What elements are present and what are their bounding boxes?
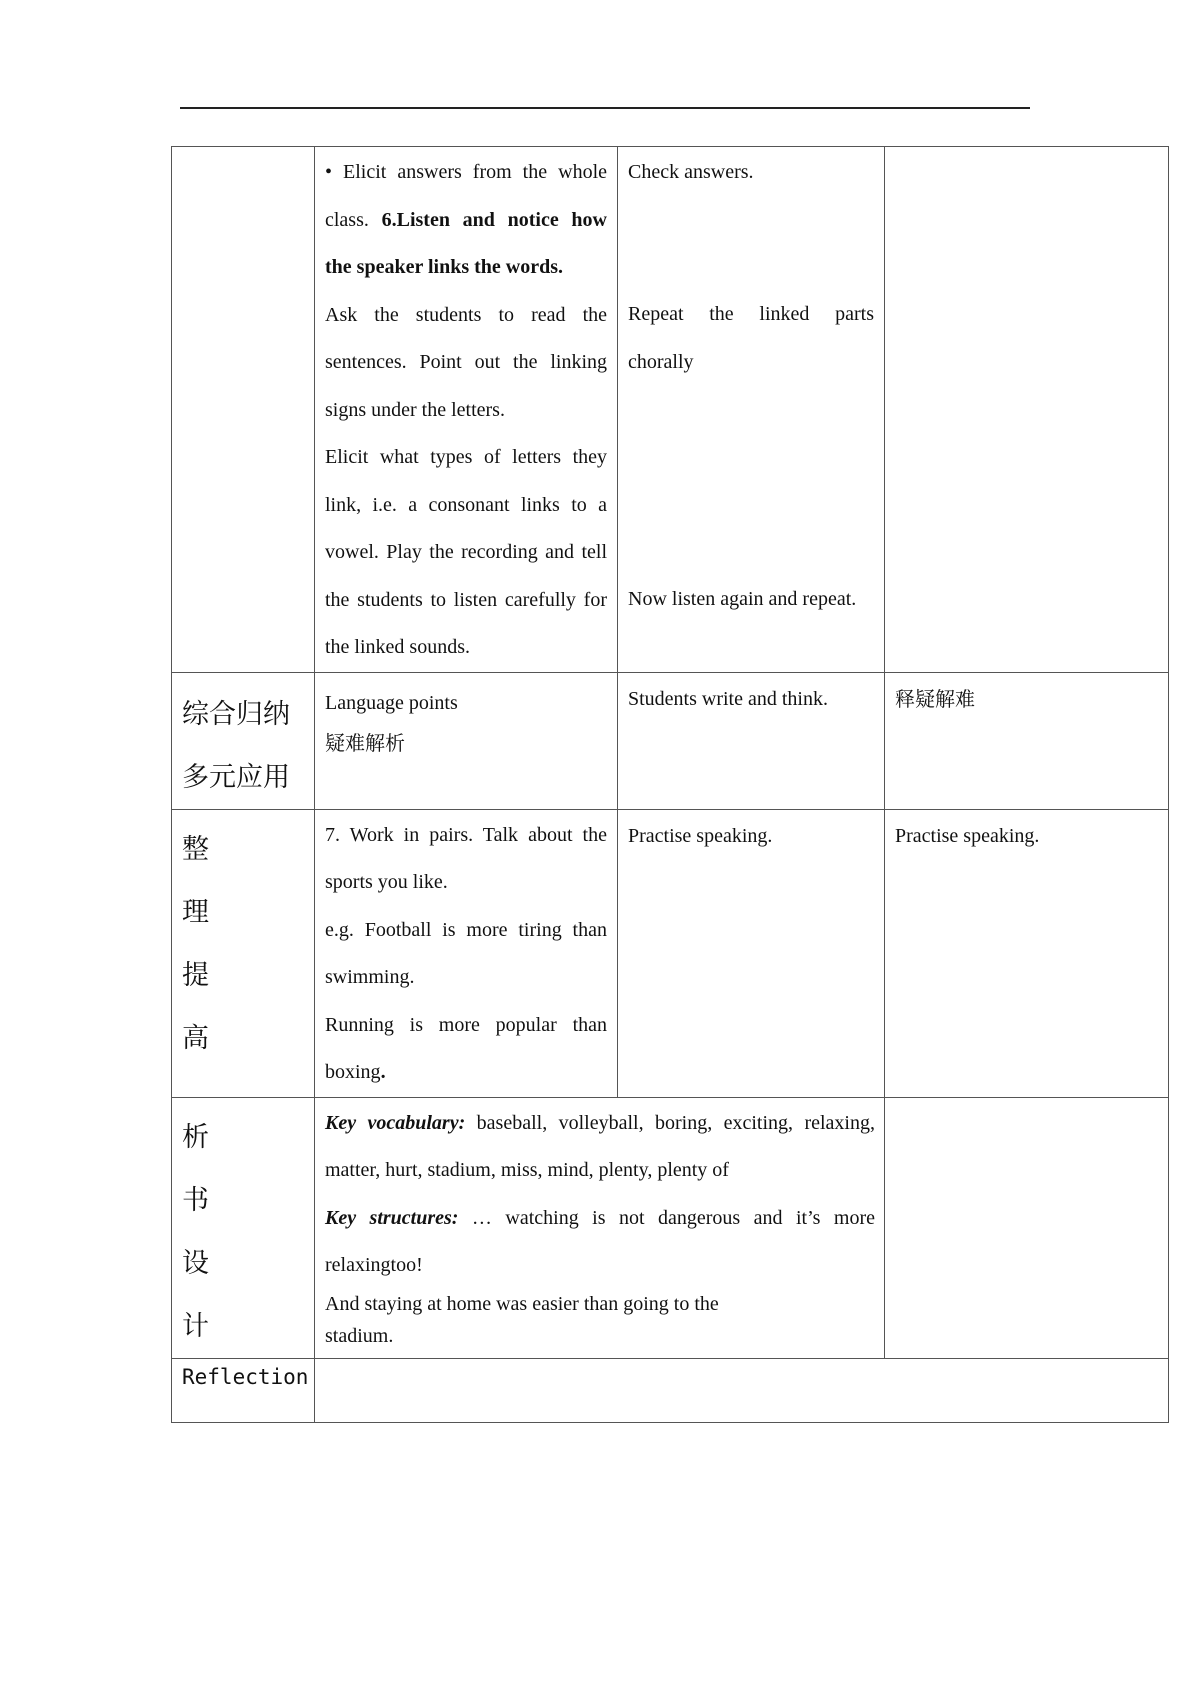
task7-text: 7. Work in pairs. Talk about the sports you like. (325, 823, 607, 893)
student-activity-cell (618, 147, 885, 673)
stage-char: 计 (182, 1310, 209, 1342)
elicit-answers-text: • Elicit answers from the whole class. (325, 161, 607, 231)
student-activity-cell (618, 672, 885, 809)
listen-again-text: Now listen again and repeat. (628, 588, 857, 610)
teacher-activity-cell (315, 809, 618, 1097)
key-structure-example: And staying at home was easier than going to the stadium. (325, 1292, 719, 1347)
blackboard-design-cell (315, 1097, 885, 1358)
table-row (172, 1358, 1169, 1422)
task6-title: 6.Listen and notice how the speaker links the words. (325, 208, 607, 278)
stage-cell (172, 1097, 315, 1358)
check-answers-text: Check answers. (628, 161, 754, 183)
stage-char: 析 (182, 1121, 209, 1153)
purpose-cell (885, 1097, 1169, 1358)
example2-text: Running is more popular than boxing (325, 1013, 607, 1083)
difficult-points-text: 疑难解析 (325, 730, 405, 755)
reflection-content-cell (315, 1358, 1169, 1422)
purpose-text: 释疑解难 (895, 686, 975, 711)
purpose-cell (885, 809, 1169, 1097)
stage-char: 整 (182, 833, 209, 865)
ask-students-text: Ask the students to read the sentences. Point out the linking signs under the letters. (325, 303, 607, 421)
purpose-text: Practise speaking. (895, 824, 1040, 847)
table-row (172, 809, 1169, 1097)
elicit-types-text: Elicit what types of letters they link, i.e. a consonant links to a vowel. Play the recording and tell the students to listen carefully for the linked sounds. (325, 446, 607, 658)
stage-char: 理 (182, 896, 209, 928)
stage-cell (172, 809, 315, 1097)
key-structures-text: … watching is not dangerous and it’s more relaxingtoo! (325, 1206, 876, 1276)
reflection-label-cell (172, 1358, 315, 1422)
students-write-text: Students write and think. (628, 687, 828, 710)
stage-cell (172, 672, 315, 809)
example1-text: e.g. Football is more tiring than swimming. (325, 918, 607, 988)
teacher-activity-cell (315, 147, 618, 673)
key-vocabulary-label: Key vocabulary: (325, 1111, 466, 1134)
purpose-cell (885, 147, 1169, 673)
table-row (172, 147, 1169, 673)
stage-label-line1: 综合归纳 (182, 698, 290, 730)
stage-char: 书 (182, 1184, 209, 1216)
lesson-plan-table (171, 146, 1169, 1423)
key-vocabulary-text: baseball, volleyball, boring, exciting, relaxing, matter, hurt, stadium, miss, mind, plenty, plenty of (325, 1111, 875, 1181)
table-row (172, 1097, 1169, 1358)
table-row (172, 672, 1169, 809)
example2-period: . (380, 1061, 386, 1083)
repeat-linked-text: Repeat the linked parts chorally (628, 303, 874, 373)
key-structures-label: Key structures: (325, 1206, 459, 1229)
student-activity-cell (618, 809, 885, 1097)
stage-label-line2: 多元应用 (182, 761, 290, 793)
stage-cell (172, 147, 315, 673)
stage-char: 设 (182, 1247, 209, 1279)
purpose-cell (885, 672, 1169, 809)
stage-char: 提 (182, 959, 209, 991)
stage-char: 高 (182, 1022, 209, 1054)
language-points-text: Language points (325, 691, 458, 714)
teacher-activity-cell (315, 672, 618, 809)
practise-speaking-text: Practise speaking. (628, 824, 773, 847)
reflection-label: Reflection (182, 1364, 309, 1389)
header-rule (180, 107, 1030, 109)
